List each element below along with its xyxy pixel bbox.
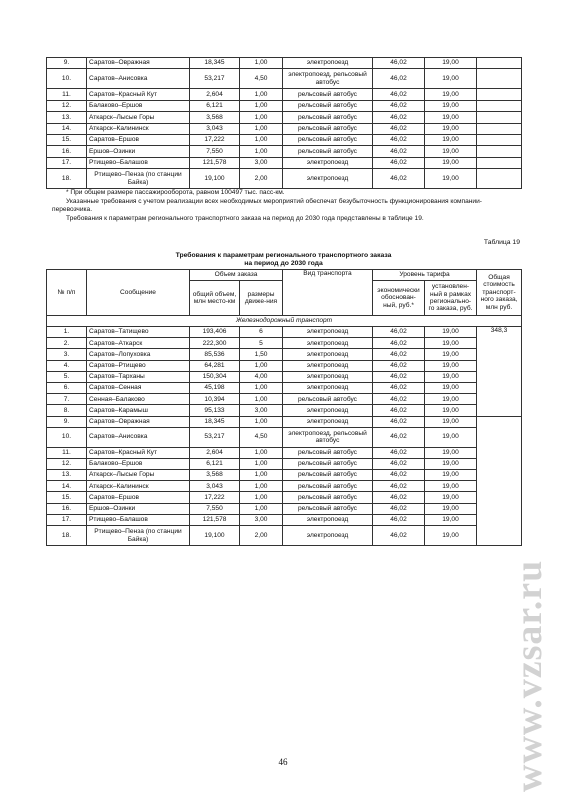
cell-tariff-econ: 46,02	[373, 157, 425, 168]
header-num: № п/п	[47, 270, 87, 316]
cell-transport: электропоезд, рельсовый автобус	[283, 69, 373, 89]
cell-volume: 3,568	[190, 470, 240, 481]
cell-total-cost	[477, 134, 522, 145]
table-row	[47, 405, 522, 416]
cell-route: Балаково–Ершов	[87, 100, 190, 111]
cell-tariff-econ: 46,02	[373, 481, 425, 492]
cell-route: Ртищево–Балашов	[87, 157, 190, 168]
cell-volume: 45,198	[190, 382, 240, 393]
cell-tariff-econ: 46,02	[373, 58, 425, 69]
cell-size: 3,00	[240, 157, 283, 168]
cell-num: 18.	[47, 169, 87, 189]
cell-transport: электропоезд	[283, 349, 373, 360]
cell-tariff-set: 19,00	[425, 100, 477, 111]
cell-num: 17.	[47, 514, 87, 525]
cell-tariff-set: 19,00	[425, 371, 477, 382]
cell-tariff-econ: 46,02	[373, 492, 425, 503]
table-row	[47, 338, 522, 349]
cell-tariff-econ: 46,02	[373, 349, 425, 360]
cell-transport: рельсовый автобус	[283, 123, 373, 134]
cell-volume: 17,222	[190, 134, 240, 145]
cell-size: 1,00	[240, 89, 283, 100]
cell-tariff-econ: 46,02	[373, 470, 425, 481]
cell-route: Ртищево–Пенза (по станции Байка)	[87, 169, 190, 189]
cell-size: 1,00	[240, 416, 283, 427]
cell-transport: электропоезд	[283, 526, 373, 546]
cell-size: 1,00	[240, 481, 283, 492]
cell-tariff-set: 19,00	[425, 394, 477, 405]
main-table-body	[47, 316, 522, 546]
cell-tariff-econ: 46,02	[373, 503, 425, 514]
table-row	[47, 100, 522, 111]
cell-tariff-set: 19,00	[425, 349, 477, 360]
cell-transport: электропоезд	[283, 360, 373, 371]
cell-tariff-econ: 46,02	[373, 394, 425, 405]
table-caption	[46, 252, 521, 268]
cell-route: Ртищево–Балашов	[87, 514, 190, 525]
cell-transport: электропоезд, рельсовый автобус	[283, 427, 373, 447]
cell-num: 17.	[47, 157, 87, 168]
cell-total-cost	[477, 169, 522, 189]
cell-tariff-set: 19,00	[425, 503, 477, 514]
table-row	[47, 394, 522, 405]
cell-tariff-set: 19,00	[425, 382, 477, 393]
table-row	[47, 447, 522, 458]
cell-tariff-set: 19,00	[425, 169, 477, 189]
cell-size: 1,00	[240, 458, 283, 469]
cell-total-cost	[477, 123, 522, 134]
cell-transport: электропоезд	[283, 169, 373, 189]
cell-num: 13.	[47, 112, 87, 123]
cell-num: 11.	[47, 89, 87, 100]
cell-route: Саратов–Ртищево	[87, 360, 190, 371]
cell-route: Аткарск–Калининск	[87, 123, 190, 134]
cell-volume: 85,536	[190, 349, 240, 360]
main-table-header	[47, 270, 522, 316]
cell-volume: 6,121	[190, 100, 240, 111]
cell-size: 1,00	[240, 123, 283, 134]
cell-volume: 3,043	[190, 481, 240, 492]
cell-route: Саратов–Сенная	[87, 382, 190, 393]
cell-transport: электропоезд	[283, 416, 373, 427]
cell-tariff-econ: 46,02	[373, 382, 425, 393]
cell-tariff-econ: 46,02	[373, 371, 425, 382]
cell-tariff-econ: 46,02	[373, 112, 425, 123]
cell-volume: 7,550	[190, 146, 240, 157]
table-row	[47, 371, 522, 382]
cell-volume: 121,578	[190, 157, 240, 168]
cell-size: 2,00	[240, 169, 283, 189]
cell-size: 1,00	[240, 503, 283, 514]
cell-route: Аткарск–Лысые Горы	[87, 112, 190, 123]
cell-route: Сенная–Балаково	[87, 394, 190, 405]
cell-num: 16.	[47, 503, 87, 514]
cell-num: 11.	[47, 447, 87, 458]
cell-route: Саратов–Ершов	[87, 492, 190, 503]
cell-num: 4.	[47, 360, 87, 371]
cell-tariff-set: 19,00	[425, 123, 477, 134]
cell-num: 6.	[47, 382, 87, 393]
cell-tariff-set: 19,00	[425, 338, 477, 349]
cell-num: 15.	[47, 492, 87, 503]
header-transport: Вид транспорта	[283, 270, 373, 316]
cell-tariff-set: 19,00	[425, 112, 477, 123]
main-table	[46, 269, 522, 546]
cell-total-cost	[477, 89, 522, 100]
cell-num: 3.	[47, 349, 87, 360]
cell-tariff-set: 19,00	[425, 89, 477, 100]
cell-transport: рельсовый автобус	[283, 394, 373, 405]
cell-tariff-econ: 46,02	[373, 89, 425, 100]
cell-tariff-set: 19,00	[425, 481, 477, 492]
cell-tariff-set: 19,00	[425, 360, 477, 371]
header-volume-total: общий объем, млн место-км	[190, 281, 240, 316]
cell-route: Ртищево–Пенза (по станции Байка)	[87, 526, 190, 546]
cell-tariff-set: 19,00	[425, 134, 477, 145]
cell-tariff-econ: 46,02	[373, 69, 425, 89]
cell-num: 18.	[47, 526, 87, 546]
table-row	[47, 481, 522, 492]
cell-route: Саратов–Татищево	[87, 327, 190, 338]
table-row	[47, 123, 522, 134]
cell-volume: 19,100	[190, 526, 240, 546]
cell-num: 9.	[47, 416, 87, 427]
cell-transport: рельсовый автобус	[283, 492, 373, 503]
cell-transport: рельсовый автобус	[283, 146, 373, 157]
cell-num: 2.	[47, 338, 87, 349]
table-row	[47, 427, 522, 447]
cell-size: 5	[240, 338, 283, 349]
cell-total-cost	[477, 69, 522, 89]
cell-tariff-econ: 46,02	[373, 360, 425, 371]
cell-tariff-econ: 46,02	[373, 134, 425, 145]
notes-block	[52, 189, 522, 223]
table-row	[47, 503, 522, 514]
cell-transport: электропоезд	[283, 405, 373, 416]
cell-tariff-set: 19,00	[425, 492, 477, 503]
table-row	[47, 458, 522, 469]
header-volume: Объем заказа	[190, 270, 283, 281]
cell-num: 13.	[47, 470, 87, 481]
cell-transport: рельсовый автобус	[283, 458, 373, 469]
cell-volume: 18,345	[190, 58, 240, 69]
cell-size: 1,00	[240, 394, 283, 405]
cell-size: 1,00	[240, 58, 283, 69]
cell-size: 1,00	[240, 100, 283, 111]
table-row	[47, 526, 522, 546]
table-row	[47, 112, 522, 123]
header-total-cost: Общая стоимость транспорт-ного заказа, млн руб.	[477, 270, 522, 316]
header-tariff-set: установлен-ный в рамках регионально-го заказа, руб.	[425, 281, 477, 316]
cell-total-cost	[477, 112, 522, 123]
cell-route: Саратов–Ершов	[87, 134, 190, 145]
cell-size: 6	[240, 327, 283, 338]
section-label: Железнодорожный транспорт	[47, 316, 522, 327]
cell-num: 16.	[47, 146, 87, 157]
cell-num: 10.	[47, 69, 87, 89]
cell-transport: рельсовый автобус	[283, 503, 373, 514]
cell-tariff-econ: 46,02	[373, 526, 425, 546]
cell-volume: 193,406	[190, 327, 240, 338]
cell-transport: рельсовый автобус	[283, 89, 373, 100]
table-row	[47, 327, 522, 338]
cell-transport: рельсовый автобус	[283, 470, 373, 481]
footnote: * При общем размере пассажирооборота, равном 100497 тыс. пасс-км.	[66, 189, 285, 196]
cell-transport: электропоезд	[283, 371, 373, 382]
cell-route: Аткарск–Лысые Горы	[87, 470, 190, 481]
cell-volume: 64,281	[190, 360, 240, 371]
cell-volume: 2,604	[190, 89, 240, 100]
cell-tariff-econ: 46,02	[373, 169, 425, 189]
cell-tariff-econ: 46,02	[373, 458, 425, 469]
cell-num: 14.	[47, 123, 87, 134]
cell-num: 1.	[47, 327, 87, 338]
cell-total-cost	[477, 157, 522, 168]
cell-tariff-econ: 46,02	[373, 416, 425, 427]
cell-num: 15.	[47, 134, 87, 145]
table-row	[47, 360, 522, 371]
cell-route: Саратов–Лопуховка	[87, 349, 190, 360]
cell-volume: 150,304	[190, 371, 240, 382]
table-row	[47, 349, 522, 360]
cell-size: 1,00	[240, 447, 283, 458]
cell-tariff-set: 19,00	[425, 405, 477, 416]
cell-transport: рельсовый автобус	[283, 481, 373, 492]
cell-size: 1,00	[240, 492, 283, 503]
note-paragraph-1: Указанные требования с учетом реализации всех необходимых мероприятий обеспечат безубыточность функционирования компании-перевозчика.	[52, 197, 482, 214]
cell-route: Балаково–Ершов	[87, 458, 190, 469]
cell-volume: 3,568	[190, 112, 240, 123]
cell-tariff-set: 19,00	[425, 526, 477, 546]
cell-tariff-econ: 46,02	[373, 327, 425, 338]
cell-volume: 7,550	[190, 503, 240, 514]
table-row	[47, 492, 522, 503]
cell-tariff-set: 19,00	[425, 146, 477, 157]
table-caption-line-2: на период до 2030 года	[244, 260, 323, 267]
cell-total-cost-empty	[477, 416, 522, 546]
cell-route: Саратов–Красный Кут	[87, 447, 190, 458]
cell-volume: 18,345	[190, 416, 240, 427]
section-row	[47, 316, 522, 327]
table-row	[47, 157, 522, 168]
cell-total-cost	[477, 58, 522, 69]
cell-total-cost	[477, 100, 522, 111]
header-tariff: Уровень тарифа	[373, 270, 477, 281]
cell-num: 8.	[47, 405, 87, 416]
cell-volume: 3,043	[190, 123, 240, 134]
cell-size: 1,00	[240, 134, 283, 145]
cell-num: 12.	[47, 100, 87, 111]
cell-num: 5.	[47, 371, 87, 382]
cell-tariff-econ: 46,02	[373, 338, 425, 349]
cell-total-cost	[477, 146, 522, 157]
cell-route: Ершов–Озинки	[87, 146, 190, 157]
cell-transport: электропоезд	[283, 338, 373, 349]
header-tariff-econ: экономически обоснован-ный, руб.*	[373, 281, 425, 316]
cell-route: Саратов–Аткарск	[87, 338, 190, 349]
cell-size: 4,50	[240, 427, 283, 447]
table-row	[47, 58, 522, 69]
cell-route: Аткарск–Калининск	[87, 481, 190, 492]
cell-route: Саратов–Красный Кут	[87, 89, 190, 100]
cell-tariff-econ: 46,02	[373, 447, 425, 458]
cell-volume: 222,300	[190, 338, 240, 349]
cell-tariff-set: 19,00	[425, 157, 477, 168]
cell-tariff-set: 19,00	[425, 327, 477, 338]
header-volume-size: размеры движе-ния	[240, 281, 283, 316]
cell-num: 7.	[47, 394, 87, 405]
cell-tariff-set: 19,00	[425, 58, 477, 69]
table-row	[47, 470, 522, 481]
cell-size: 3,00	[240, 405, 283, 416]
cell-transport: электропоезд	[283, 157, 373, 168]
cell-route: Саратов–Анисовка	[87, 427, 190, 447]
cell-tariff-set: 19,00	[425, 470, 477, 481]
cell-transport: электропоезд	[283, 514, 373, 525]
cell-size: 1,00	[240, 146, 283, 157]
cell-route: Саратов–Карамыш	[87, 405, 190, 416]
table-row	[47, 416, 522, 427]
note-paragraph-2: Требования к параметрам регионального транспортного заказа на период до 2030 года представлены в таблице 19.	[66, 214, 424, 222]
page-number: 46	[278, 757, 288, 767]
table-row	[47, 134, 522, 145]
cell-transport: электропоезд	[283, 327, 373, 338]
cell-tariff-econ: 46,02	[373, 405, 425, 416]
cell-tariff-econ: 46,02	[373, 427, 425, 447]
cell-num: 9.	[47, 58, 87, 69]
cell-num: 14.	[47, 481, 87, 492]
cell-transport: электропоезд	[283, 58, 373, 69]
cell-tariff-econ: 46,02	[373, 100, 425, 111]
cell-tariff-set: 19,00	[425, 427, 477, 447]
cell-route: Саратов–Тарханы	[87, 371, 190, 382]
cell-transport: рельсовый автобус	[283, 447, 373, 458]
cell-route: Ершов–Озинки	[87, 503, 190, 514]
cell-transport: рельсовый автобус	[283, 112, 373, 123]
cell-num: 12.	[47, 458, 87, 469]
cell-tariff-set: 19,00	[425, 69, 477, 89]
cell-transport: электропоезд	[283, 382, 373, 393]
cell-transport: рельсовый автобус	[283, 134, 373, 145]
cell-num: 10.	[47, 427, 87, 447]
cell-size: 1,00	[240, 360, 283, 371]
cell-size: 2,00	[240, 526, 283, 546]
cell-size: 4,50	[240, 69, 283, 89]
cell-size: 1,00	[240, 112, 283, 123]
cell-tariff-econ: 46,02	[373, 123, 425, 134]
cell-size: 1,50	[240, 349, 283, 360]
cell-volume: 6,121	[190, 458, 240, 469]
table-caption-line-1: Требования к параметрам регионального транспортного заказа	[175, 252, 392, 259]
cell-tariff-set: 19,00	[425, 447, 477, 458]
table-row	[47, 146, 522, 157]
top-table-body	[47, 58, 522, 189]
table-row	[47, 514, 522, 525]
cell-tariff-econ: 46,02	[373, 146, 425, 157]
cell-size: 3,00	[240, 514, 283, 525]
cell-volume: 121,578	[190, 514, 240, 525]
cell-volume: 53,217	[190, 427, 240, 447]
top-table-continuation	[46, 57, 522, 189]
cell-tariff-set: 19,00	[425, 514, 477, 525]
cell-volume: 2,604	[190, 447, 240, 458]
table-row	[47, 169, 522, 189]
cell-size: 4,00	[240, 371, 283, 382]
cell-total-cost-value: 348,3	[477, 327, 522, 417]
cell-route: Саратов–Овражная	[87, 58, 190, 69]
cell-volume: 95,133	[190, 405, 240, 416]
cell-tariff-econ: 46,02	[373, 514, 425, 525]
table-row	[47, 69, 522, 89]
cell-tariff-set: 19,00	[425, 458, 477, 469]
cell-route: Саратов–Овражная	[87, 416, 190, 427]
cell-volume: 17,222	[190, 492, 240, 503]
cell-size: 1,00	[240, 382, 283, 393]
cell-size: 1,00	[240, 470, 283, 481]
cell-tariff-set: 19,00	[425, 416, 477, 427]
watermark: www.vzsar.ru	[508, 559, 550, 792]
table-row	[47, 382, 522, 393]
cell-volume: 53,217	[190, 69, 240, 89]
header-route: Сообщение	[87, 270, 190, 316]
table-row	[47, 89, 522, 100]
cell-transport: рельсовый автобус	[283, 100, 373, 111]
table-number: Таблица 19	[483, 239, 520, 246]
cell-route: Саратов–Анисовка	[87, 69, 190, 89]
cell-volume: 10,394	[190, 394, 240, 405]
cell-volume: 19,100	[190, 169, 240, 189]
